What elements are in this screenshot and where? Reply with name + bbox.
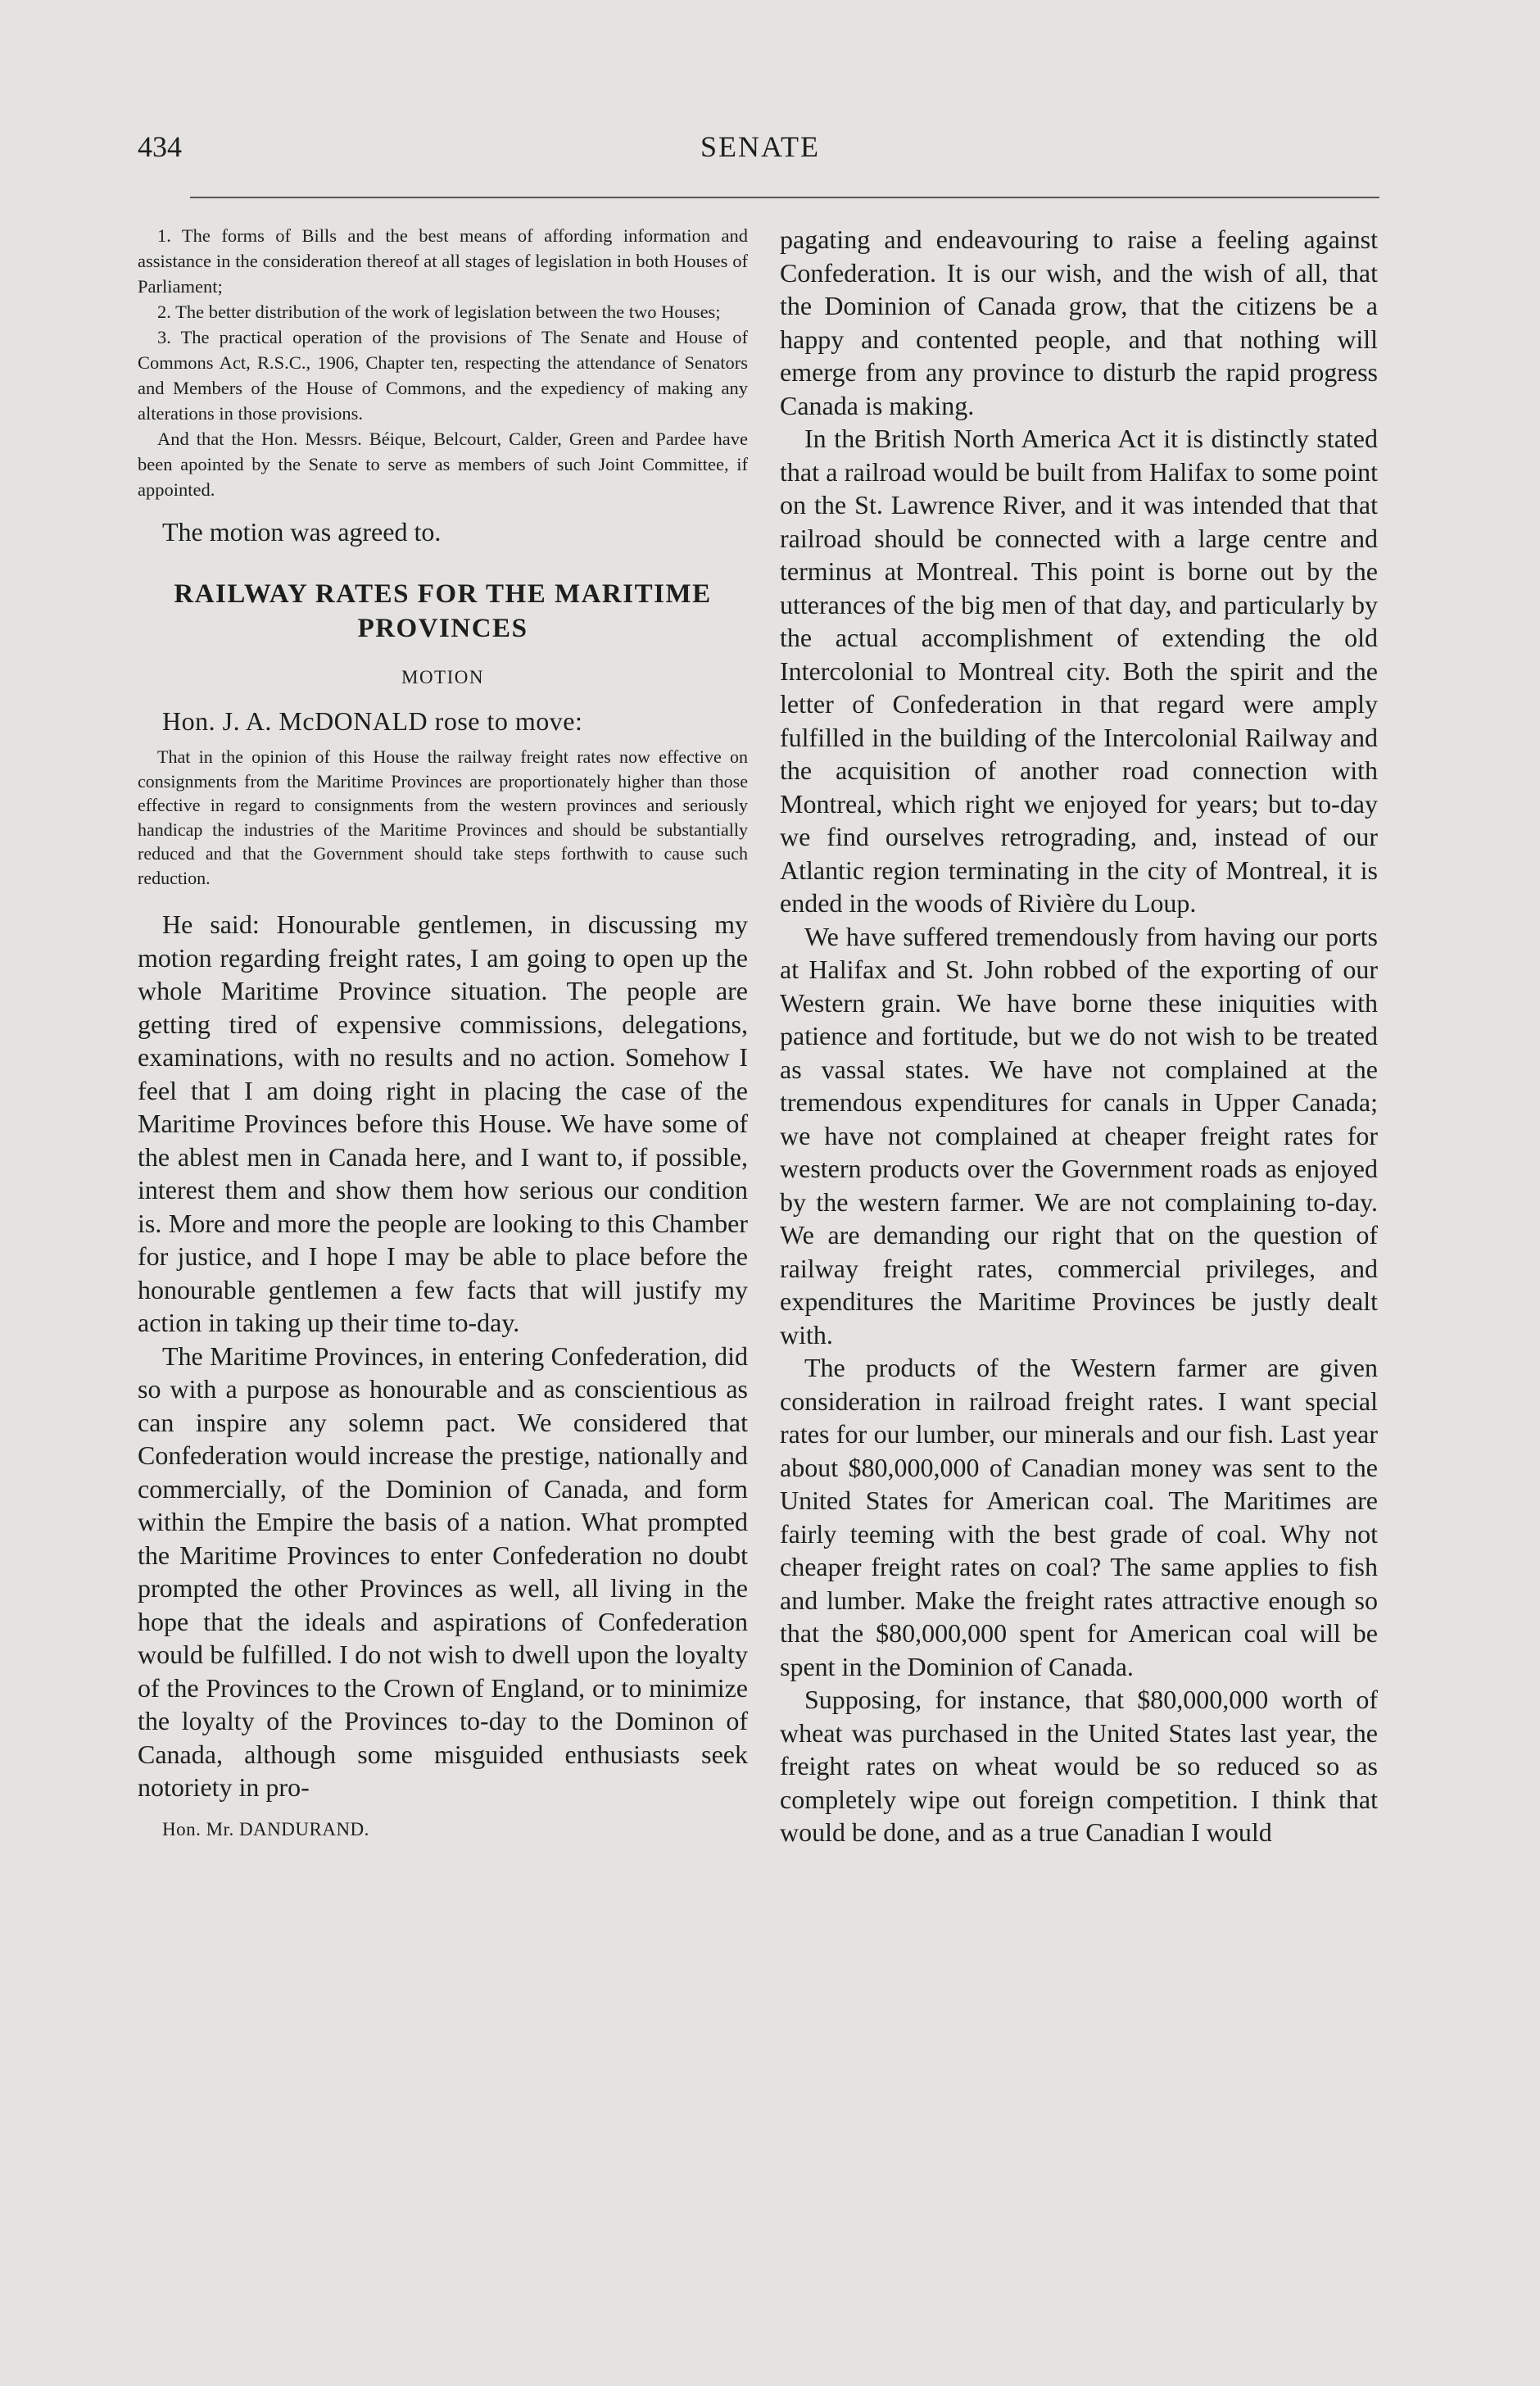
page-header <box>138 129 1383 170</box>
term-item: 2. The better distribution of the work of legislation between the two Houses; <box>157 302 721 322</box>
speech-paragraph: The products of the Western farmer are given consideration in railroad freight rates. I want special rates for our lumber, our minerals and our fish. Last year about $80,000,000 of Canadian money was sent to the United States for American coal. The Maritimes are fairly teeming with the best grade of coal. Why not cheaper freight rates on coal? The same applies to fish and lumber. Make the freight rates attractive enough so that the $80,000,000 spent for American coal will be spent in the Dominion of Canada. <box>780 1353 1378 1681</box>
speech-paragraph: pagating and endeavouring to raise a feeling against Confederation. It is our wish, and the wish of all, that the Dominion of Canada grow, that the citizens be a happy and contented people, and that nothing will emerge from any province to disturb the rapid progress Canada is making. <box>780 225 1378 420</box>
committee-terms <box>138 223 748 502</box>
term-item: And that the Hon. Messrs. Béique, Belcourt, Calder, Green and Pardee have been apointed by the Senate to serve as members of such Joint Committee, if appointed. <box>138 429 748 500</box>
section-subheading: MOTION <box>401 667 484 687</box>
speech-paragraph: Supposing, for instance, that $80,000,000 worth of wheat was purchased in the United States last year, the freight rates on wheat would be so reduced so as completely wipe out foreign competition. I think that would be done, and as a true Canadian I would <box>780 1685 1378 1847</box>
term-item: 1. The forms of Bills and the best means of affording information and assistance in the consideration thereof at all stages of legislation in both Houses of Parliament; <box>138 225 748 297</box>
mover-line: Hon. J. A. McDONALD rose to move: <box>162 706 583 736</box>
footer-speaker: Hon. Mr. DANDURAND. <box>162 1818 369 1839</box>
section-heading: RAILWAY RATES FOR THE MARITIME PROVINCES <box>174 579 712 643</box>
running-head: SENATE <box>700 130 820 163</box>
speech-right <box>780 223 1378 1849</box>
header-rule <box>190 197 1379 198</box>
right-column <box>780 223 1378 1849</box>
speech-paragraph: We have suffered tremendously from having our ports at Halifax and St. John robbed of the exporting of our Western grain. We have borne these iniquities with patience and fortitude, but we do not wish to be treated as vassal states. We have not complained at the tremendous expenditures for canals in Upper Canada; we have not complained at cheaper freight rates for western products over the Government roads as enjoyed by the western farmer. We are not complaining to-day. We are demanding our right that on the question of railway freight rates, commercial privileges, and expenditures the Maritime Provinces be justly dealt with. <box>780 921 1378 1349</box>
term-item: 3. The practical operation of the provisions of The Senate and House of Commons Act, R.S.C., 1906, Chapter ten, respecting the attendance of Senators and Members of the House of Commons, and the expediency of making any alterations in those provisions. <box>138 327 748 424</box>
speech-paragraph: In the British North America Act it is distinctly stated that a railroad would be built from Halifax to some point on the St. Lawrence River, and it was intended that that railroad should be connected with a large centre and terminus at Montreal. This point is borne out by the utterances of the big men of that day, and particularly by the actual accomplishment of extending the old Intercolonial to Montreal city. Both the spirit and the letter of Confederation in that regard were amply fulfilled in the building of the Intercolonial Railway and the acquisition of another road connection with Montreal, which right we enjoyed for years; but to-day we find ourselves retrograding, and, instead of our Atlantic region terminating in the city of Montreal, it is ended in the woods of Rivière du Loup. <box>780 424 1378 918</box>
speech-paragraph: The Maritime Provinces, in entering Confederation, did so with a purpose as honourable and as conscientious as can inspire any solemn pact. We considered that Confederation would increase the prestige, nationally and commercially, of the Dominion of Canada, and form within the Empire the basis of a nation. What prompted the Maritime Provinces to enter Confederation no doubt prompted the other Provinces as well, all living in the hope that the ideals and aspirations of Confederation would be fulfilled. I do not wish to dwell upon the loyalty of the Provinces to the Crown of England, or to minimize the loyalty of the Provinces to-day to the Dominon of Canada, although some misguided enthusiasts seek notoriety in pro- <box>138 1340 748 1802</box>
motion-agreed: The motion was agreed to. <box>162 517 442 547</box>
speech-paragraph: He said: Honourable gentlemen, in discussing my motion regarding freight rates, I am going to open up the whole Maritime Province situation. The people are getting tired of expensive commissions, delegations, examinations, with no results and no action. Somehow I feel that I am doing right in placing the case of the Maritime Provinces before this House. We have some of the ablest men in Canada here, and I want to, if possible, interest them and show them how serious our condition is. More and more the people are looking to this Chamber for justice, and I hope I may be able to place before the honourable gentlemen a few facts that will justify my action in taking up their time to-day. <box>138 909 748 1337</box>
resolution-text <box>138 745 748 890</box>
speech-left <box>138 908 748 1804</box>
left-column <box>138 223 748 1840</box>
page-number: 434 <box>138 130 182 163</box>
resolution-paragraph: That in the opinion of this House the railway freight rates now effective on consignments from the Maritime Provinces are proportionately higher than those effective in regard to consignments from the western provinces and seriously handicap the industries of the Maritime Provinces and should be substantially reduced and that the Government should take steps forthwith to cause such reduction. <box>138 746 748 888</box>
